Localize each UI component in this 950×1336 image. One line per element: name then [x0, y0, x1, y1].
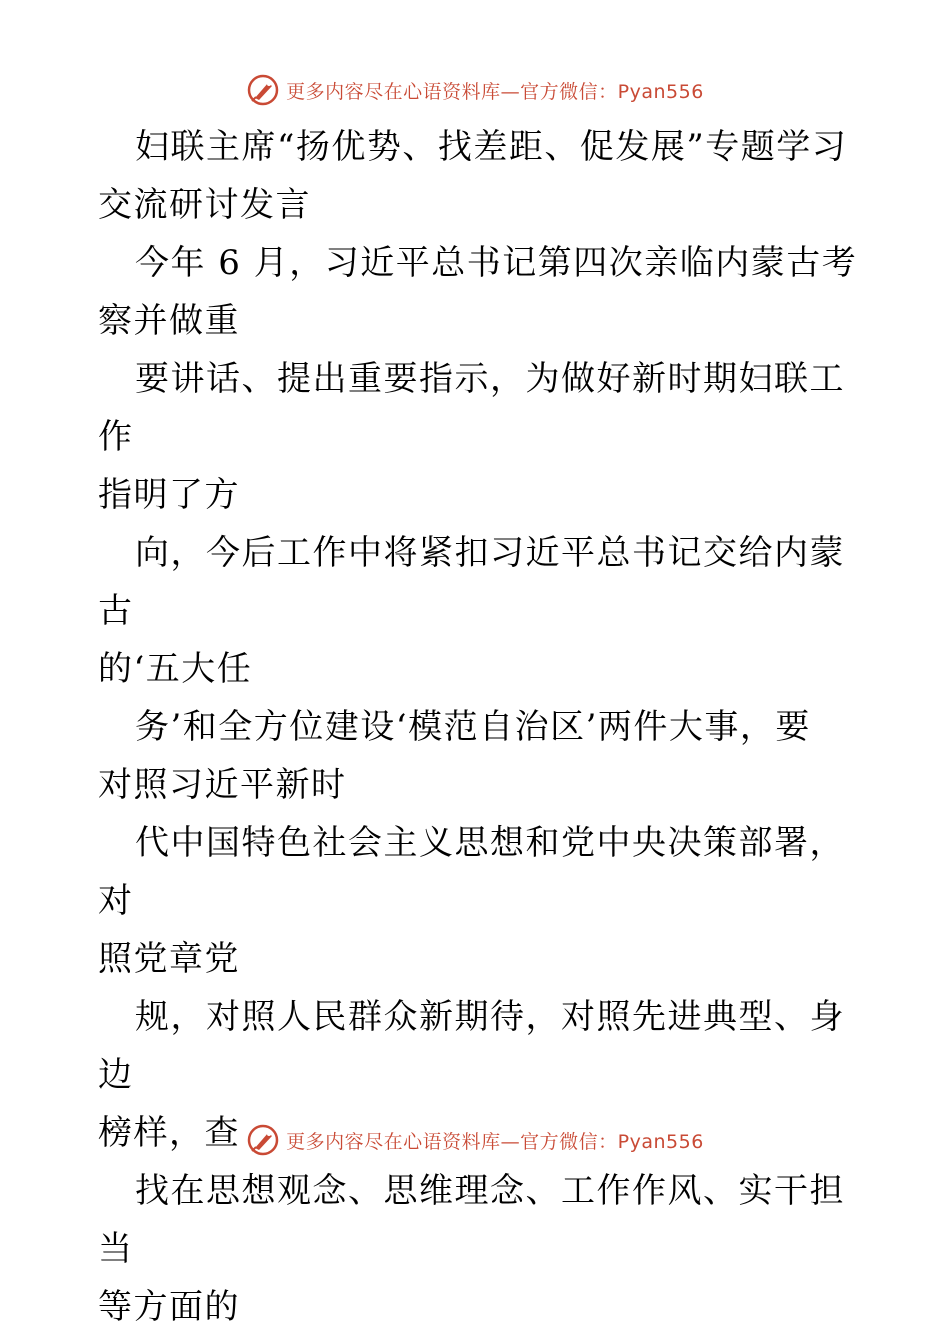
- paragraph-line: 要讲话、提出重要指示，为做好新时期妇联工作 指明了方: [98, 359, 845, 515]
- paragraph-line: 今年 6 月，习近平总书记第四次亲临内蒙古考 察并做重: [98, 243, 858, 341]
- paragraph-line: 妇联主席“扬优势、找差距、促发展”专题学习 交流研讨发言: [98, 127, 848, 225]
- header-watermark: [0, 70, 950, 110]
- paragraph-line: 规，对照人民群众新期待，对照先进典型、身边 榜样，查: [98, 997, 845, 1153]
- watermark-text: 更多内容尽在心语资料库—官方微信：Pyan556: [286, 80, 704, 103]
- paragraph-line: 务’和全方位建设‘模范自治区’两件大事，要 对照习近平新时: [98, 707, 811, 805]
- paragraph-line: 代中国特色社会主义思想和党中央决策部署，对 照党章党: [98, 823, 845, 979]
- paragraph-line: 找在思想观念、思维理念、工作作风、实干担当 等方面的: [98, 1171, 845, 1327]
- paragraph-line: 向，今后工作中将紧扣习近平总书记交给内蒙古 的‘五大任: [98, 533, 845, 689]
- pen-quill-logo-icon: [246, 73, 280, 107]
- pen-quill-logo-icon: [246, 1123, 280, 1157]
- footer-watermark: [0, 1120, 950, 1160]
- watermark-text: 更多内容尽在心语资料库—官方微信：Pyan556: [286, 1130, 704, 1153]
